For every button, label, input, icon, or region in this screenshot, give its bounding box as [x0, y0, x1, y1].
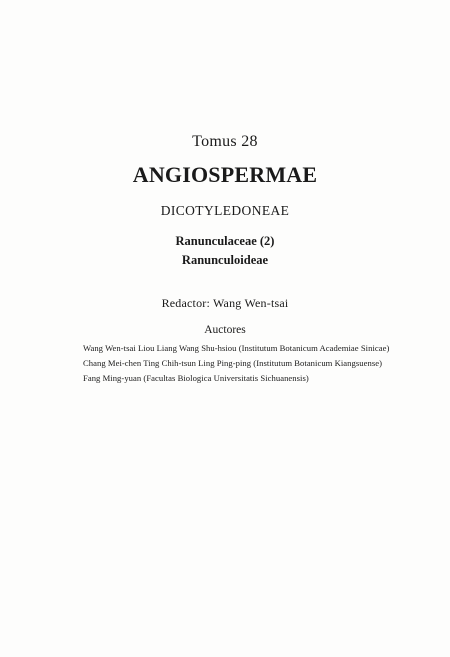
subclass-heading: DICOTYLEDONEAE — [160, 203, 290, 218]
author-line: Fang Ming-yuan (Facultas Biologica Universitatis Sichuanensis) — [83, 373, 309, 383]
volume-number: Tomus 28 — [192, 133, 258, 150]
subfamily-heading: Ranunculoideae — [181, 253, 269, 267]
family-heading: Ranunculaceae (2) — [175, 234, 275, 248]
auctores-heading: Auctores — [204, 324, 246, 336]
main-title: ANGIOSPERMAE — [132, 162, 318, 187]
author-line: Chang Mei-chen Ting Chih-tsun Ling Ping-ping (Institutum Botanicum Kiangsuense) — [83, 358, 382, 368]
redactor-line: Redactor: Wang Wen-tsai — [161, 296, 289, 310]
author-line: Wang Wen-tsai Liou Liang Wang Shu-hsiou (Institutum Botanicum Academiae Sinicae) — [83, 343, 390, 353]
